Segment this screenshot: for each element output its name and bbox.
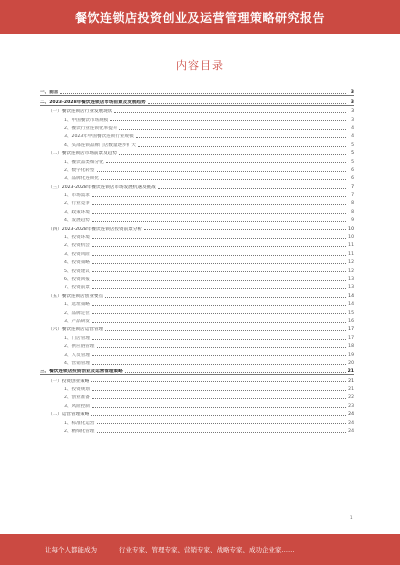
toc-leader-dots [91,381,346,382]
toc-leader-dots [144,229,346,230]
toc-leader-dots [92,196,346,197]
toc-entry-label: （二）餐饮连锁店市场前景及趋势 [48,151,117,157]
toc-entry-page: 20 [348,360,354,366]
toc-leader-dots [60,93,346,94]
toc-entry-page: 3 [351,117,354,123]
toc-leader-dots [92,280,346,281]
toc-leader-dots [92,364,346,365]
toc-entry-page: 3 [350,90,354,96]
toc-entry-label: 4、营销管理 [64,360,90,366]
report-footer [0,534,400,565]
toc-leader-dots [92,213,346,214]
toc-entry-page: 14 [348,293,354,299]
toc-entry[interactable] [40,240,354,248]
toc-leader-dots [92,271,346,272]
toc-entry-page: 21 [348,387,354,393]
toc-entry-page: 9 [351,218,354,224]
toc-entry-label: 二、2023-2028年餐饮连锁店市场前景及发展趋势 [40,99,146,105]
toc-entry[interactable] [40,417,354,425]
toc-entry[interactable] [40,131,354,139]
toc-leader-dots [148,103,346,104]
toc-entry-label: 4、发展趋势 [64,218,90,224]
toc-entry-label: （五）餐饮连锁店创业要点 [48,293,104,299]
toc-entry-page: 5 [351,142,354,148]
toc-entry[interactable] [40,248,354,256]
toc-leader-dots [92,221,346,222]
toc-entry-page: 10 [348,235,354,241]
toc-entry[interactable] [40,290,354,298]
toc-entry-label: （一）餐饮连锁店行业发展现状 [48,109,113,115]
toc-entry-label: （六）餐饮连锁店运营管理 [48,327,104,333]
toc-entry[interactable] [40,148,354,156]
toc-entry-page: 3 [350,99,354,105]
toc-leader-dots [138,146,346,147]
toc-entry[interactable] [40,223,354,231]
toc-leader-dots [92,313,346,314]
toc-leader-dots [92,288,346,289]
toc-entry[interactable] [40,409,354,417]
toc-entry-label: （三）2023-2028年餐饮连锁店市场发展机遇及挑战 [48,184,156,190]
toc-entry-label: 2、品牌定位 [64,310,90,316]
toc-entry-label: 1、标准化运营 [64,420,95,426]
toc-entry-label: 3、政策环境 [64,209,90,215]
toc-leader-dots [97,171,347,172]
toc-entry-label: 2、精细化管理 [64,429,95,435]
toc-leader-dots [92,322,346,323]
toc-leader-dots [125,372,346,373]
toc-entry-label: 3、2023年中国餐饮连锁行业规模 [64,134,134,140]
toc-entry-label: 1、投资环境 [64,235,90,241]
report-header [0,0,400,34]
toc-entry-label: 3、风险控制 [64,403,90,409]
toc-entry-page: 23 [348,403,354,409]
toc-entry-page: 12 [348,268,354,274]
toc-leader-dots [105,330,346,331]
toc-entry-label: 1、中国餐饮市场规模 [64,117,109,123]
toc-entry-label: （四）2023-2028年餐饮连锁店投资前景分析 [48,226,142,232]
toc-leader-dots [119,154,346,155]
toc-entry-page: 21 [348,378,354,384]
toc-entry-label: 6、投资回报 [64,276,90,282]
toc-entry[interactable] [40,139,354,147]
toc-entry[interactable] [40,123,354,131]
toc-leader-dots [92,255,346,256]
toc-entry[interactable] [40,341,354,349]
toc-leader-dots [97,432,347,433]
toc-entry-label: 7、投资前景 [64,285,90,291]
toc-entry-label: 2、供应链管理 [64,344,95,350]
toc-entry[interactable] [40,156,354,164]
toc-entry-label: 1、餐饮品类细分化 [64,159,104,165]
toc-entry-label: 三、餐饮连锁店投资创业及运营管理策略 [40,369,123,375]
toc-entry[interactable] [40,106,354,114]
toc-entry[interactable] [40,358,354,366]
report-title: 餐饮连锁店投资创业及运营管理策略研究报告 [74,10,325,25]
toc-leader-dots [136,137,346,138]
toc-entry-page: 15 [348,310,354,316]
toc-entry-page: 21 [347,369,354,375]
toc-entry-page: 7 [351,193,354,199]
toc-leader-dots [97,347,347,348]
toc-entry-label: 3、品牌化连锁化 [64,176,100,182]
toc-entry-page: 24 [348,412,354,418]
toc-entry-page: 11 [348,243,354,249]
toc-entry-page: 5 [351,151,354,157]
toc-entry[interactable] [40,232,354,240]
toc-entry-page: 17 [348,327,354,333]
toc-entry-page: 13 [348,285,354,291]
toc-entry-label: 4、头部连锁品牌门店数量逐步扩大 [64,142,136,148]
toc-entry[interactable] [40,324,354,332]
toc-entry-page: 3 [351,109,354,115]
toc-entry[interactable] [40,265,354,273]
toc-leader-dots [106,162,346,163]
toc-entry-label: 1、门店管理 [64,335,90,341]
toc-entry[interactable] [40,165,354,173]
toc-leader-dots [92,398,346,399]
toc-entry-page: 4 [351,134,354,140]
toc-entry[interactable] [40,426,354,434]
toc-entry-label: 4、投资策略 [64,260,90,266]
toc-entry-label: 3、产品研发 [64,318,90,324]
toc-entry[interactable] [40,332,354,340]
toc-heading: 内容目录 [176,59,224,72]
toc-entry-label: （二）运营管理策略 [48,412,90,418]
toc-entry-label: 2、创业准备 [64,395,90,401]
toc-entry[interactable] [40,282,354,290]
toc-entry[interactable] [40,181,354,189]
toc-entry-page: 19 [348,352,354,358]
toc-entry[interactable] [40,96,354,105]
toc-leader-dots [92,263,346,264]
toc-entry-label: 1、投资规划 [64,387,90,393]
toc-entry-page: 6 [351,167,354,173]
toc-entry-page: 8 [351,201,354,207]
toc-leader-dots [92,305,346,306]
toc-entry[interactable] [40,190,354,198]
toc-leader-dots [105,297,346,298]
toc-entry-page: 24 [348,429,354,435]
toc-entry[interactable] [40,257,354,265]
toc-entry-page: 6 [351,176,354,182]
toc-leader-dots [92,204,346,205]
toc-entry[interactable] [40,173,354,181]
toc-entry-label: 1、选址策略 [64,302,90,308]
toc-entry-page: 24 [348,420,354,426]
toc-leader-dots [97,423,347,424]
toc-entry[interactable] [40,375,354,383]
toc-entry-page: 4 [351,125,354,131]
toc-entry-page: 10 [348,226,354,232]
toc-entry-page: 14 [348,302,354,308]
toc-entry[interactable] [40,400,354,408]
page-number: 1 [350,515,353,520]
toc-entry-label: 3、人员管理 [64,352,90,358]
table-of-contents [40,87,354,434]
toc-entry-label: 2、数字化转型 [64,167,95,173]
toc-entry-label: 2、餐饮行业连锁化率提升 [64,125,118,131]
toc-entry[interactable] [40,349,354,357]
toc-entry[interactable] [40,384,354,392]
toc-entry-page: 7 [351,184,354,190]
toc-entry-label: （一）投资创业策略 [48,378,90,384]
toc-entry[interactable] [40,198,354,206]
toc-entry-label: 2、行业竞争 [64,201,90,207]
toc-leader-dots [114,112,346,113]
toc-entry[interactable] [40,307,354,315]
toc-entry-label: 2、投资机会 [64,243,90,249]
toc-entry[interactable] [40,366,354,375]
toc-leader-dots [110,120,346,121]
toc-leader-dots [92,246,346,247]
toc-leader-dots [92,407,346,408]
toc-leader-dots [119,129,346,130]
toc-entry-page: 18 [348,344,354,350]
toc-entry[interactable] [40,206,354,214]
toc-leader-dots [158,188,346,189]
toc-entry-page: 22 [348,395,354,401]
toc-entry-page: 13 [348,276,354,282]
toc-entry-page: 16 [348,318,354,324]
toc-leader-dots [92,238,346,239]
toc-entry[interactable] [40,392,354,400]
toc-leader-dots [101,179,346,180]
toc-entry-page: 5 [351,159,354,165]
toc-entry[interactable] [40,87,354,96]
toc-leader-dots [91,415,346,416]
toc-entry-label: 1、市场需求 [64,193,90,199]
footer-slogan-right: 行业专家、管理专家、营销专家、战略专家、成功企业家…… [119,546,295,554]
toc-entry[interactable] [40,215,354,223]
toc-entry-label: 5、投资建议 [64,268,90,274]
toc-entry[interactable] [40,114,354,122]
toc-entry-label: 一、前言 [40,90,59,96]
footer-slogan-left: 让每个人都能成为 [45,546,97,554]
toc-entry-page: 11 [348,251,354,257]
toc-leader-dots [92,390,346,391]
toc-entry-page: 12 [348,260,354,266]
toc-entry[interactable] [40,274,354,282]
toc-entry[interactable] [40,316,354,324]
toc-entry[interactable] [40,299,354,307]
toc-leader-dots [92,339,346,340]
toc-entry-page: 8 [351,209,354,215]
toc-entry-label: 3、投资风险 [64,251,90,257]
toc-leader-dots [92,355,346,356]
toc-entry-page: 17 [348,335,354,341]
